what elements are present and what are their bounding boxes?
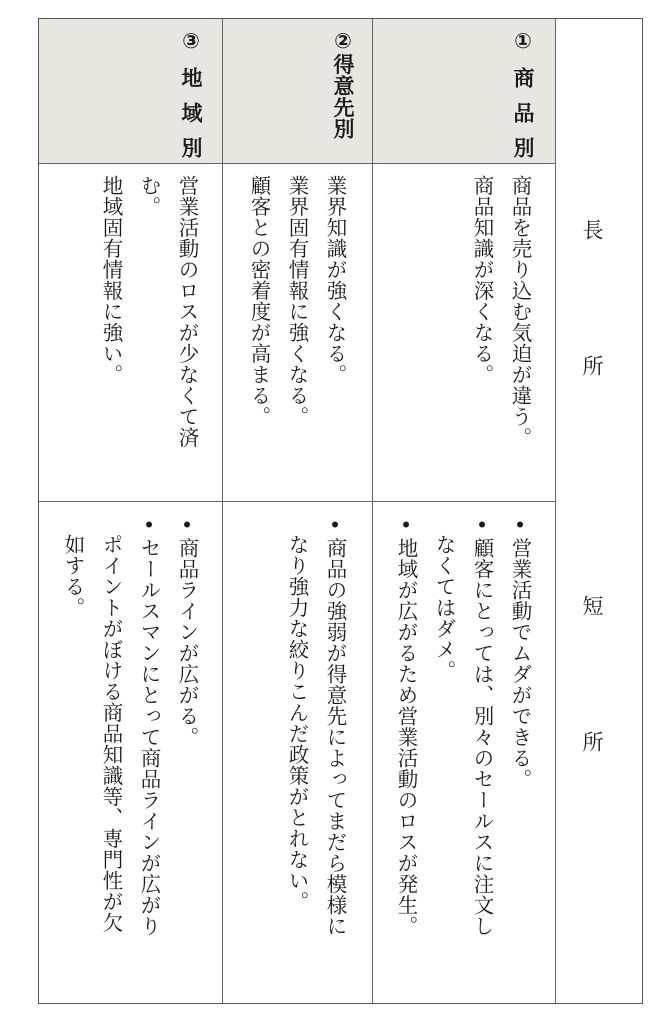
row-label-pros: 長 所 bbox=[580, 219, 604, 389]
pros-region-line: 営業活動のロスが少なくて済 bbox=[175, 175, 199, 448]
cons-customer-line: なり強力な絞りこんだ政策がとれない。 bbox=[285, 513, 309, 912]
comparison-table bbox=[38, 18, 643, 1004]
cons-product-line: •地域が広がるため営業活動のロスが発生。 bbox=[394, 513, 418, 937]
row-label-cons: 短 所 bbox=[580, 595, 604, 765]
pros-region-line: む。 bbox=[137, 175, 161, 217]
header-row-background bbox=[39, 19, 555, 172]
header-divider bbox=[39, 163, 555, 164]
cons-product-line: •顧客にとっては、別々のセールスに注文し bbox=[470, 513, 494, 937]
cons-region-line: ポイントがぼける商品知識等、専門性が欠 bbox=[99, 513, 123, 933]
pros-customer-line: 業界固有情報に強くなる。 bbox=[285, 175, 309, 427]
column-divider bbox=[372, 19, 373, 1003]
cons-product-line: なくてはダメ。 bbox=[432, 513, 456, 681]
pros-product-line: 商品を売り込む気迫が違う。 bbox=[508, 175, 532, 448]
column-divider bbox=[222, 19, 223, 1003]
column-header-product: ①商品別 bbox=[511, 29, 535, 172]
label-column-divider bbox=[555, 19, 556, 1003]
cons-customer-line: •商品の強弱が得意先によってまだら模様に bbox=[323, 513, 347, 937]
pros-customer-line: 業界知識が強くなる。 bbox=[323, 175, 347, 385]
row-divider bbox=[39, 501, 555, 502]
cons-region-line: 如する。 bbox=[61, 513, 85, 618]
cons-region-line: •商品ラインが広がる。 bbox=[175, 513, 199, 748]
pros-product-line: 商品知識が深くなる。 bbox=[470, 175, 494, 385]
pros-customer-line: 顧客との密着度が高まる。 bbox=[247, 175, 271, 427]
pros-region-line: 地域固有情報に強い。 bbox=[99, 175, 123, 385]
column-header-customer: ②得意先別 bbox=[331, 29, 355, 140]
cons-product-line: •営業活動でムダができる。 bbox=[508, 513, 532, 790]
column-header-region: ③地域別 bbox=[179, 29, 203, 172]
cons-region-line: •セールスマンにとって商品ラインが広がり bbox=[137, 513, 161, 937]
